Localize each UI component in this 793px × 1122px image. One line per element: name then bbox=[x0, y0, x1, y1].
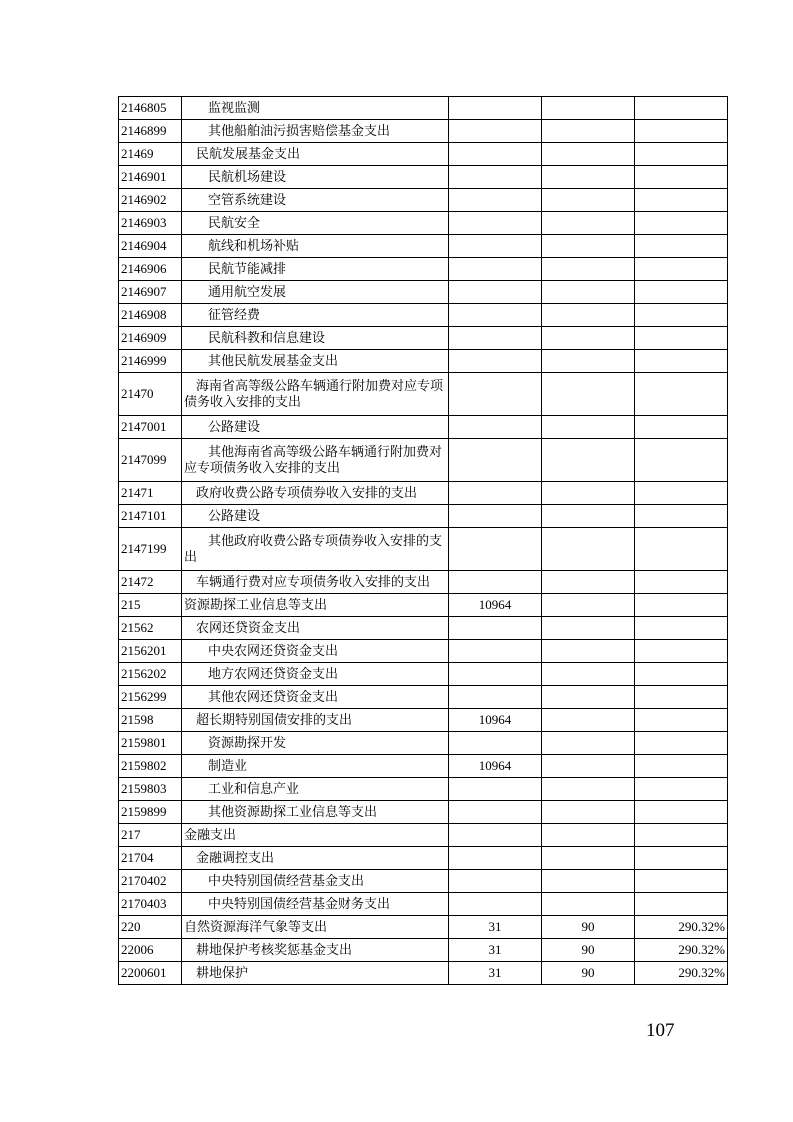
value-cell-2 bbox=[542, 824, 635, 847]
code-cell: 2146899 bbox=[119, 120, 182, 143]
item-name-cell: 政府收费公路专项债券收入安排的支出 bbox=[182, 482, 449, 505]
code-cell: 21704 bbox=[119, 847, 182, 870]
item-name-cell: 航线和机场补贴 bbox=[182, 235, 449, 258]
code-cell: 2146908 bbox=[119, 304, 182, 327]
page-number: 107 bbox=[646, 1020, 675, 1041]
value-cell-1 bbox=[449, 640, 542, 663]
item-name-cell: 其他民航发展基金支出 bbox=[182, 350, 449, 373]
item-name-cell: 中央特别国债经营基金财务支出 bbox=[182, 893, 449, 916]
value-cell-2 bbox=[542, 350, 635, 373]
value-cell-3 bbox=[635, 778, 728, 801]
value-cell-2 bbox=[542, 755, 635, 778]
table-row bbox=[119, 235, 728, 258]
item-name-cell: 资源勘探开发 bbox=[182, 732, 449, 755]
code-cell: 22006 bbox=[119, 939, 182, 962]
item-name-cell: 通用航空发展 bbox=[182, 281, 449, 304]
value-cell-3 bbox=[635, 571, 728, 594]
table-row bbox=[119, 189, 728, 212]
value-cell-2 bbox=[542, 281, 635, 304]
value-cell-3 bbox=[635, 189, 728, 212]
value-cell-2 bbox=[542, 709, 635, 732]
value-cell-2 bbox=[542, 166, 635, 189]
value-cell-3 bbox=[635, 640, 728, 663]
value-cell-2 bbox=[542, 571, 635, 594]
value-cell-1 bbox=[449, 893, 542, 916]
value-cell-1 bbox=[449, 120, 542, 143]
code-cell: 21598 bbox=[119, 709, 182, 732]
value-cell-3 bbox=[635, 847, 728, 870]
value-cell-1 bbox=[449, 870, 542, 893]
table-row bbox=[119, 686, 728, 709]
value-cell-2 bbox=[542, 258, 635, 281]
item-name-cell: 民航机场建设 bbox=[182, 166, 449, 189]
value-cell-1 bbox=[449, 439, 542, 482]
value-cell-1 bbox=[449, 189, 542, 212]
code-cell: 2147001 bbox=[119, 416, 182, 439]
value-cell-2 bbox=[542, 143, 635, 166]
table-row bbox=[119, 847, 728, 870]
code-cell: 2159899 bbox=[119, 801, 182, 824]
value-cell-1 bbox=[449, 212, 542, 235]
table-row bbox=[119, 416, 728, 439]
value-cell-2 bbox=[542, 686, 635, 709]
table-body bbox=[119, 97, 728, 985]
code-cell: 2147101 bbox=[119, 505, 182, 528]
value-cell-1 bbox=[449, 373, 542, 416]
table-row bbox=[119, 373, 728, 416]
table-row bbox=[119, 505, 728, 528]
item-name-cell: 其他资源勘探工业信息等支出 bbox=[182, 801, 449, 824]
item-name-cell: 金融调控支出 bbox=[182, 847, 449, 870]
table-row bbox=[119, 824, 728, 847]
table-row bbox=[119, 212, 728, 235]
value-cell-1: 10964 bbox=[449, 594, 542, 617]
value-cell-2 bbox=[542, 801, 635, 824]
value-cell-1: 31 bbox=[449, 962, 542, 985]
value-cell-2 bbox=[542, 640, 635, 663]
value-cell-1 bbox=[449, 258, 542, 281]
value-cell-1 bbox=[449, 97, 542, 120]
table-row bbox=[119, 350, 728, 373]
value-cell-1 bbox=[449, 847, 542, 870]
item-name-cell: 资源勘探工业信息等支出 bbox=[182, 594, 449, 617]
value-cell-2 bbox=[542, 235, 635, 258]
value-cell-3 bbox=[635, 212, 728, 235]
value-cell-3 bbox=[635, 416, 728, 439]
value-cell-3 bbox=[635, 350, 728, 373]
value-cell-1 bbox=[449, 732, 542, 755]
value-cell-2 bbox=[542, 663, 635, 686]
code-cell: 2146902 bbox=[119, 189, 182, 212]
value-cell-3: 290.32% bbox=[635, 939, 728, 962]
value-cell-3 bbox=[635, 97, 728, 120]
code-cell: 217 bbox=[119, 824, 182, 847]
value-cell-3 bbox=[635, 143, 728, 166]
value-cell-2 bbox=[542, 893, 635, 916]
code-cell: 2156202 bbox=[119, 663, 182, 686]
table-row bbox=[119, 97, 728, 120]
item-name-cell: 民航节能减排 bbox=[182, 258, 449, 281]
code-cell: 2156299 bbox=[119, 686, 182, 709]
value-cell-2 bbox=[542, 732, 635, 755]
code-cell: 21469 bbox=[119, 143, 182, 166]
value-cell-3 bbox=[635, 709, 728, 732]
value-cell-2 bbox=[542, 482, 635, 505]
table-row bbox=[119, 304, 728, 327]
value-cell-1: 31 bbox=[449, 916, 542, 939]
value-cell-1: 10964 bbox=[449, 755, 542, 778]
value-cell-2: 90 bbox=[542, 939, 635, 962]
value-cell-1 bbox=[449, 801, 542, 824]
item-name-cell: 车辆通行费对应专项债务收入安排的支出 bbox=[182, 571, 449, 594]
item-name-cell: 中央特别国债经营基金支出 bbox=[182, 870, 449, 893]
table-row bbox=[119, 709, 728, 732]
item-name-cell: 自然资源海洋气象等支出 bbox=[182, 916, 449, 939]
code-cell: 2146805 bbox=[119, 97, 182, 120]
table-row bbox=[119, 640, 728, 663]
code-cell: 21471 bbox=[119, 482, 182, 505]
value-cell-3 bbox=[635, 663, 728, 686]
table-row bbox=[119, 962, 728, 985]
value-cell-2 bbox=[542, 617, 635, 640]
code-cell: 220 bbox=[119, 916, 182, 939]
value-cell-3 bbox=[635, 801, 728, 824]
value-cell-3 bbox=[635, 505, 728, 528]
value-cell-2 bbox=[542, 416, 635, 439]
code-cell: 2200601 bbox=[119, 962, 182, 985]
value-cell-3 bbox=[635, 870, 728, 893]
code-cell: 21472 bbox=[119, 571, 182, 594]
value-cell-3 bbox=[635, 166, 728, 189]
table-row bbox=[119, 258, 728, 281]
value-cell-3 bbox=[635, 304, 728, 327]
table-row bbox=[119, 778, 728, 801]
value-cell-1 bbox=[449, 416, 542, 439]
value-cell-3 bbox=[635, 617, 728, 640]
value-cell-2 bbox=[542, 373, 635, 416]
value-cell-3 bbox=[635, 594, 728, 617]
code-cell: 2170402 bbox=[119, 870, 182, 893]
value-cell-1 bbox=[449, 686, 542, 709]
value-cell-1 bbox=[449, 143, 542, 166]
item-name-cell: 制造业 bbox=[182, 755, 449, 778]
item-name-cell: 监视监测 bbox=[182, 97, 449, 120]
value-cell-2 bbox=[542, 304, 635, 327]
value-cell-3 bbox=[635, 439, 728, 482]
code-cell: 2159802 bbox=[119, 755, 182, 778]
table-row bbox=[119, 755, 728, 778]
item-name-cell: 其他农网还贷资金支出 bbox=[182, 686, 449, 709]
table-row bbox=[119, 732, 728, 755]
value-cell-3 bbox=[635, 327, 728, 350]
table-row bbox=[119, 870, 728, 893]
item-name-cell: 其他海南省高等级公路车辆通行附加费对应专项债务收入安排的支出 bbox=[182, 439, 449, 482]
code-cell: 2156201 bbox=[119, 640, 182, 663]
table-row bbox=[119, 439, 728, 482]
item-name-cell: 公路建设 bbox=[182, 416, 449, 439]
value-cell-2 bbox=[542, 97, 635, 120]
code-cell: 2147199 bbox=[119, 528, 182, 571]
item-name-cell: 金融支出 bbox=[182, 824, 449, 847]
code-cell: 21470 bbox=[119, 373, 182, 416]
value-cell-2: 90 bbox=[542, 962, 635, 985]
value-cell-2 bbox=[542, 120, 635, 143]
value-cell-3 bbox=[635, 281, 728, 304]
item-name-cell: 海南省高等级公路车辆通行附加费对应专项债务收入安排的支出 bbox=[182, 373, 449, 416]
item-name-cell: 征管经费 bbox=[182, 304, 449, 327]
value-cell-2 bbox=[542, 505, 635, 528]
item-name-cell: 工业和信息产业 bbox=[182, 778, 449, 801]
table-row bbox=[119, 617, 728, 640]
item-name-cell: 其他船舶油污损害赔偿基金支出 bbox=[182, 120, 449, 143]
value-cell-1 bbox=[449, 281, 542, 304]
value-cell-3 bbox=[635, 732, 728, 755]
value-cell-1 bbox=[449, 528, 542, 571]
item-name-cell: 民航发展基金支出 bbox=[182, 143, 449, 166]
value-cell-1 bbox=[449, 166, 542, 189]
code-cell: 2146907 bbox=[119, 281, 182, 304]
value-cell-3 bbox=[635, 893, 728, 916]
code-cell: 2146909 bbox=[119, 327, 182, 350]
code-cell: 2146906 bbox=[119, 258, 182, 281]
table-row bbox=[119, 801, 728, 824]
value-cell-3 bbox=[635, 120, 728, 143]
value-cell-1 bbox=[449, 617, 542, 640]
value-cell-3 bbox=[635, 258, 728, 281]
value-cell-3 bbox=[635, 373, 728, 416]
code-cell: 2170403 bbox=[119, 893, 182, 916]
item-name-cell: 其他政府收费公路专项债券收入安排的支出 bbox=[182, 528, 449, 571]
value-cell-2 bbox=[542, 189, 635, 212]
code-cell: 21562 bbox=[119, 617, 182, 640]
table-row bbox=[119, 893, 728, 916]
value-cell-3 bbox=[635, 235, 728, 258]
table-row bbox=[119, 166, 728, 189]
value-cell-2 bbox=[542, 212, 635, 235]
value-cell-1: 31 bbox=[449, 939, 542, 962]
item-name-cell: 空管系统建设 bbox=[182, 189, 449, 212]
code-cell: 2159801 bbox=[119, 732, 182, 755]
value-cell-1 bbox=[449, 571, 542, 594]
item-name-cell: 民航安全 bbox=[182, 212, 449, 235]
item-name-cell: 耕地保护考核奖惩基金支出 bbox=[182, 939, 449, 962]
table-row bbox=[119, 663, 728, 686]
value-cell-1 bbox=[449, 824, 542, 847]
value-cell-2 bbox=[542, 847, 635, 870]
item-name-cell: 公路建设 bbox=[182, 505, 449, 528]
value-cell-1: 10964 bbox=[449, 709, 542, 732]
value-cell-3 bbox=[635, 528, 728, 571]
code-cell: 2147099 bbox=[119, 439, 182, 482]
item-name-cell: 中央农网还贷资金支出 bbox=[182, 640, 449, 663]
value-cell-2 bbox=[542, 870, 635, 893]
value-cell-1 bbox=[449, 235, 542, 258]
value-cell-2: 90 bbox=[542, 916, 635, 939]
value-cell-1 bbox=[449, 350, 542, 373]
table-row bbox=[119, 594, 728, 617]
item-name-cell: 民航科教和信息建设 bbox=[182, 327, 449, 350]
value-cell-3 bbox=[635, 482, 728, 505]
table-row bbox=[119, 939, 728, 962]
value-cell-1 bbox=[449, 505, 542, 528]
table-row bbox=[119, 528, 728, 571]
table-row bbox=[119, 916, 728, 939]
value-cell-2 bbox=[542, 528, 635, 571]
value-cell-3 bbox=[635, 824, 728, 847]
item-name-cell: 农网还贷资金支出 bbox=[182, 617, 449, 640]
value-cell-2 bbox=[542, 594, 635, 617]
table-row bbox=[119, 482, 728, 505]
code-cell: 2146901 bbox=[119, 166, 182, 189]
value-cell-1 bbox=[449, 304, 542, 327]
value-cell-3 bbox=[635, 755, 728, 778]
item-name-cell: 耕地保护 bbox=[182, 962, 449, 985]
value-cell-1 bbox=[449, 778, 542, 801]
value-cell-1 bbox=[449, 482, 542, 505]
value-cell-3 bbox=[635, 686, 728, 709]
item-name-cell: 超长期特别国债安排的支出 bbox=[182, 709, 449, 732]
table-row bbox=[119, 281, 728, 304]
table-row bbox=[119, 120, 728, 143]
code-cell: 2159803 bbox=[119, 778, 182, 801]
value-cell-3: 290.32% bbox=[635, 962, 728, 985]
value-cell-2 bbox=[542, 327, 635, 350]
table-row bbox=[119, 571, 728, 594]
table-row bbox=[119, 143, 728, 166]
value-cell-2 bbox=[542, 439, 635, 482]
value-cell-2 bbox=[542, 778, 635, 801]
table-row bbox=[119, 327, 728, 350]
value-cell-1 bbox=[449, 327, 542, 350]
code-cell: 2146903 bbox=[119, 212, 182, 235]
code-cell: 2146999 bbox=[119, 350, 182, 373]
code-cell: 215 bbox=[119, 594, 182, 617]
item-name-cell: 地方农网还贷资金支出 bbox=[182, 663, 449, 686]
value-cell-1 bbox=[449, 663, 542, 686]
budget-expenditure-table bbox=[118, 96, 728, 985]
code-cell: 2146904 bbox=[119, 235, 182, 258]
value-cell-3: 290.32% bbox=[635, 916, 728, 939]
